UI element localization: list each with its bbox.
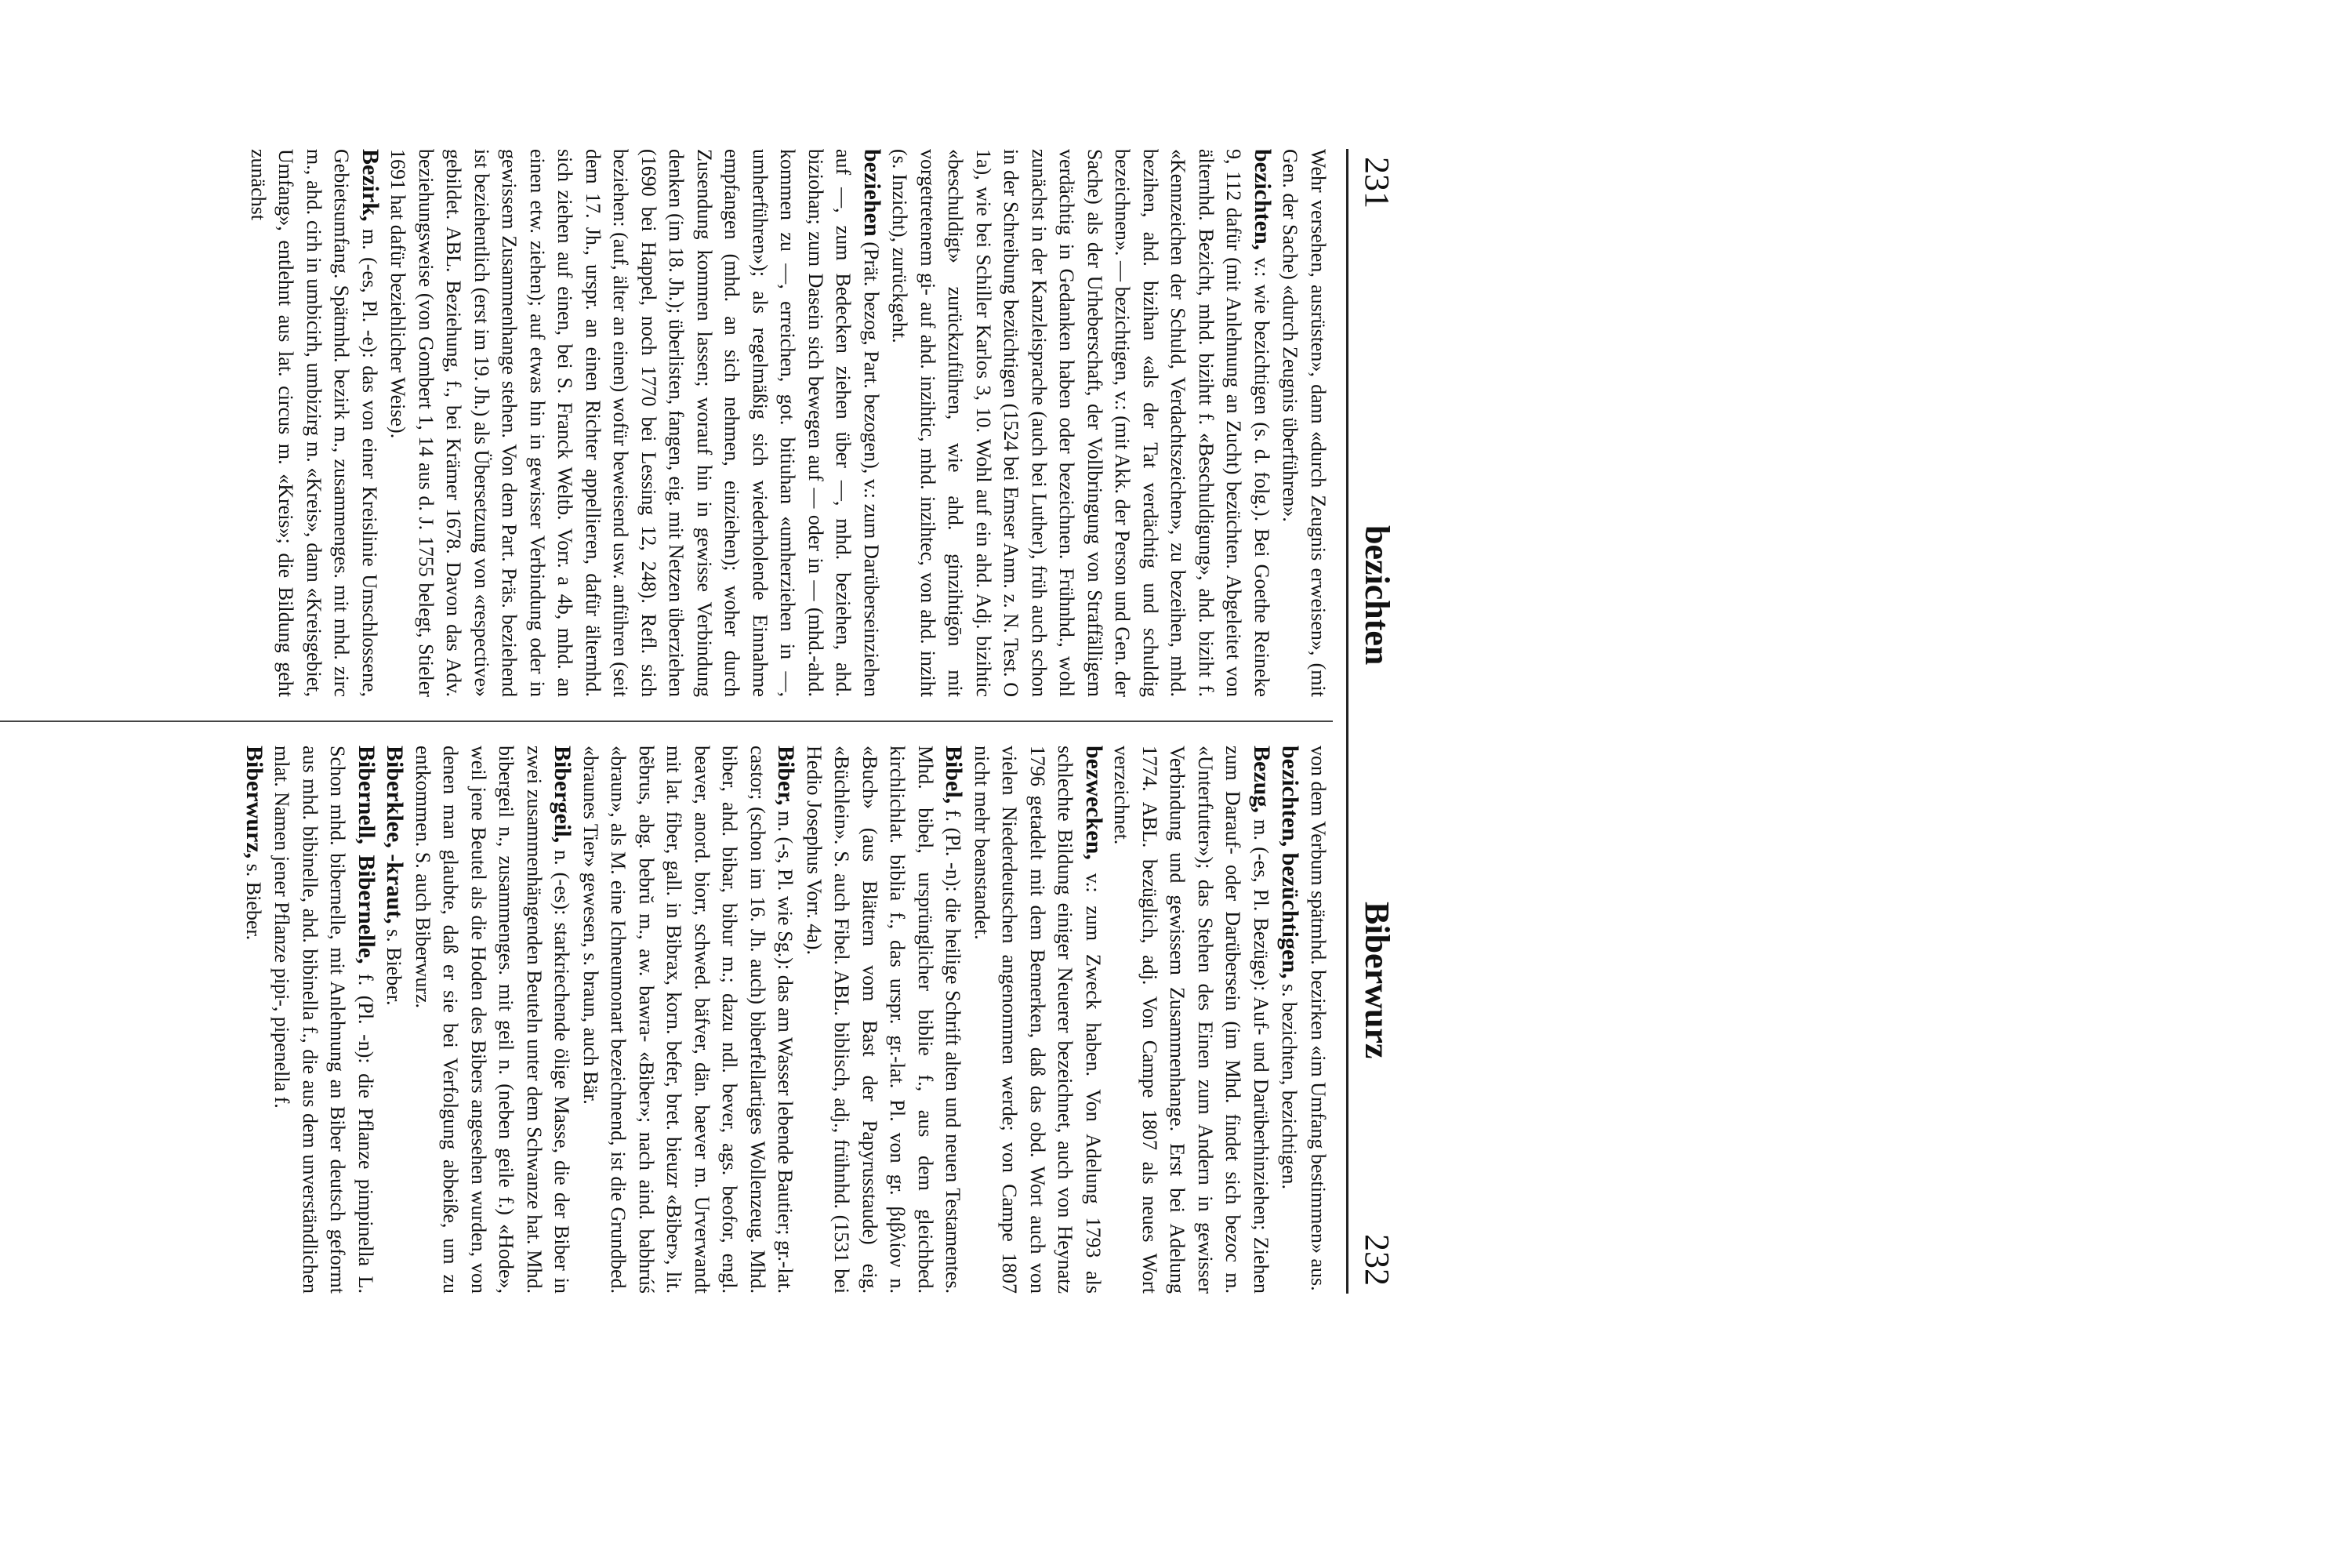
dictionary-entry	[384, 149, 886, 697]
entry-headword: beziehen	[859, 149, 885, 237]
entry-headword: Biberklee, -kraut,	[382, 746, 408, 924]
entry-text: f. (Pl. -n): die Pflanze pimpinella L. Schon mhd. bibernelle, mit Anlehnung an Biber deutsch geformt aus mhd. bibinelle, ahd. bibinella f., die aus dem unverständlichen mlat. Namen jener Pflanze pipi-, pipenella f.	[270, 746, 377, 1294]
entry-headword: Bibel,	[941, 746, 967, 804]
running-head-right: Biberwurz	[1358, 902, 1396, 1059]
entry-text: v.: wie bezichtigen (s. d. folg.). Bei Goethe Reineke 9, 112 dafür (mit Anlehnung an Zucht) bezüchten. Abgeleitet von älternhd. Bezicht, mhd. bizihtt f. «Beschuldigung», ahd. biziht f. «Kennzeichen der Schuld, Verdachtszeichen», zu bezeihen, mhd. bezihen, ahd. bizihan «als der Tat verdächtig und schuldig bezeichnen». — bezichtigen, v.: (mit Akk. der Person und Gen. der Sache) als der Urheberschaft, der Vollbringung von Straffälligem verdächtig in Gedanken haben oder bezeichnen. Frühnhd., wohl zunächst in der Kanzleisprache (auch bei Luther), früh auch schon in der Schreibung bezüchtigen (1524 bei Emser Anm. z. N. Test. O 1a), wie bei Schiller Karlos 3, 10. Wohl auf ein ahd. Adj. bizihtic «beschuldigt» zurückzuführen, wie ahd. ginzihtigōn mit vorgetretenem gi- auf ahd. inzihtic, mhd. inzihtec, von ahd. inziht (s. Inzicht), zurückgeht.	[888, 149, 1273, 697]
page-number-left: 231	[1358, 157, 1396, 209]
dictionary-entry	[268, 746, 380, 1294]
entry-text: s. bezichten, bezichtigen.	[1278, 983, 1301, 1190]
dictionary-entry	[380, 746, 409, 1294]
entry-text: (Prät. bezog, Part. bezogen), v.: zum Darüberseinziehen auf —, zum Bedecken ziehen über —, mhd. beziehen, ahd. biziohan; zum Dasein sich bewegen auf — oder in — (mhd.-ahd. kommen zu —, erreichen, got. bitiuhan «umherziehen in —, umherführen»); als regelmäßig sich wiederholende Einnahme empfangen (mhd. an sich nehmen, einziehen); woher durch Zusendung kommen lassen; worauf hin in gewisse Verbindung denken (im 18. Jh.); überlisten, fangen, eig. mit Netzen überziehen (1690 bei Happel, noch 1770 bei Lessing 12, 248). Refl. sich beziehen: (auf, älter an einen) wofür beweisend usw. anführen (seit dem 17. Jh., urspr. an einen Richter appellieren, dafür älternhd. sich ziehen auf einen, bei S. Franck Weltb. Vorr. a 4b, mhd. an einen etw. ziehen); auf etwas hin in gewisser Verbindung oder in gewissem Zusammenhange stehen. Von dem Part. Präs. beziehend ist beziehentlich (erst im 19. Jh.) als Übersetzung von «respective» gebildet. ABL. Beziehung, f., bei Krämer 1678. Davon das Adv. beziehungsweise (von Gombert 1, 14 aus d. J. 1755 belegt, Stieler 1691 hat dafür beziehlicher Weise).	[387, 149, 883, 697]
entry-headword: bezwecken,	[1081, 746, 1107, 860]
dictionary-entry	[968, 746, 1109, 1294]
entry-text: m. (-s, Pl. wie Sg.): das am Wasser lebende Bautier; gr.-lat. castor; (schon im 16. Jh. auch) biberfellartiges Wollenzeug. Mhd. biber, ahd. bibar, bibur m.; dazu ndl. bever, ags. beofor, engl. beaver, anord. biorr, schwed. bäfver, dän. baever m. Urverwandt mit lat. fiber, gall. in Bibrax, korn. befer, bret. bieuzr «Biber», lit. bẽbrus, abg. bebrŭ m., aw. bawra- «Biber»; nach aind. babhrúś «braun», als M. eine Ichneumonart bezeichnend, ist die Grundbed. «braunes Tier» gewesen, s. braun, auch Bär.	[579, 746, 797, 1294]
entry-headword: Biberwurz,	[241, 746, 267, 859]
dictionary-entry	[800, 746, 968, 1294]
dictionary-entry	[245, 149, 385, 697]
dictionary-entry	[1108, 746, 1276, 1294]
entry-text: s. Bieber.	[383, 928, 406, 1006]
entry-text: von dem Verbum spätmhd. bezirken «im Umfang bestimmen» aus.	[1307, 746, 1330, 1291]
entry-text: m. (-es, Pl. -e): das von einer Kreislinie Umschlossene, Gebietsumfang. Spätmhd. bezirk m., zusammenges. mit mhd. zirc m., ahd. cirh in umbicirh, umbizirg m. «Kreis», dann «Kreisgebiet, Umfang», entlehnt aus lat. circus m. «Kreis»; die Bildung geht zunächst	[247, 149, 381, 697]
dictionary-entry	[886, 149, 1276, 697]
entry-headword: bezichten, bezüchtigen,	[1277, 746, 1304, 979]
running-head-left: bezichten	[1358, 525, 1396, 666]
page-number-right: 232	[1358, 1234, 1396, 1286]
dictionary-entry	[240, 746, 269, 1294]
entry-headword: Bibernell, Bibernelle,	[354, 746, 379, 964]
right-column	[0, 746, 1333, 1294]
entry-headword: Bibergeil,	[550, 746, 576, 844]
dictionary-entry	[409, 746, 577, 1294]
entry-text: f. (Pl. -n): die heilige Schrift alten und neuen Testamentes. Mhd. bibel, ursprünglicher biblie f., aus dem gleichbed. kirchlichlat. biblia f., das urspr. gr.-lat. Pl. von gr. βιβλίον n. «Buch» (aus Blättern vom Bast der Papyrusstaude) eig. «Büchlein». S. auch Fibel. ABL. biblisch, adj., frühnhd. (1531 bei Hedio Josephus Vorr. 4a).	[803, 746, 965, 1294]
entry-text: v.: zum Zweck haben. Von Adelung 1793 als schlechte Bildung einiger Neuerer bezeichnet, auch von Heynatz 1796 getadelt mit dem Bemerken, daß das obd. Wort auch von vielen Niederdeutschen angenommen werde; von Campe 1807 nicht mehr beanstandet.	[971, 746, 1105, 1294]
entry-headword: Bezirk,	[358, 149, 383, 222]
entry-text: n. (-es): starkriechende ölige Masse, die der Biber in zwei zusammenhängenden Beuteln unter dem Schwanze hat. Mhd. bibergeil n., zusammenges. mit geil n. (neben geile f.) «Hode», weil jene Beutel als die Hoden des Bibers angesehen wurden, von denen man glaubte, daß er sie bei Verfolgung abbeiße, um zu entkommen. S. auch Biberwurz.	[412, 746, 574, 1294]
entry-text: m. (-es, Pl. Bezüge): Auf- und Darüberhinziehen; Ziehen zum Darauf- oder Darübersein (im Mhd. findet sich bezoc m. «Unterfutter»); das Stehen des Einen zum Andern in gewisser Verbindung und gewissem Zusammenhange. Erst bei Adelung 1774. ABL. bezüglich, adj. Von Campe 1807 als neues Wort verzeichnet.	[1110, 746, 1272, 1294]
entry-headword: Biber,	[773, 746, 800, 806]
column-divider	[0, 720, 1333, 722]
entry-text: s. Bieber.	[242, 863, 265, 941]
text-columns	[0, 149, 1333, 1294]
entry-headword: Bezug,	[1249, 746, 1275, 813]
entry-text: Wehr versehen, ausrüsten», dann «durch Zeugnis erweisen», (mit Gen. der Sache) «durch Zeugnis überführen».	[1279, 149, 1330, 697]
dictionary-entry	[1305, 746, 1334, 1294]
left-column	[0, 149, 1333, 697]
dictionary-entry	[1276, 746, 1305, 1294]
page-header	[1346, 149, 1403, 1294]
entry-headword: bezichten,	[1250, 149, 1276, 251]
dictionary-entry	[577, 746, 800, 1294]
dictionary-entry	[1276, 149, 1333, 697]
